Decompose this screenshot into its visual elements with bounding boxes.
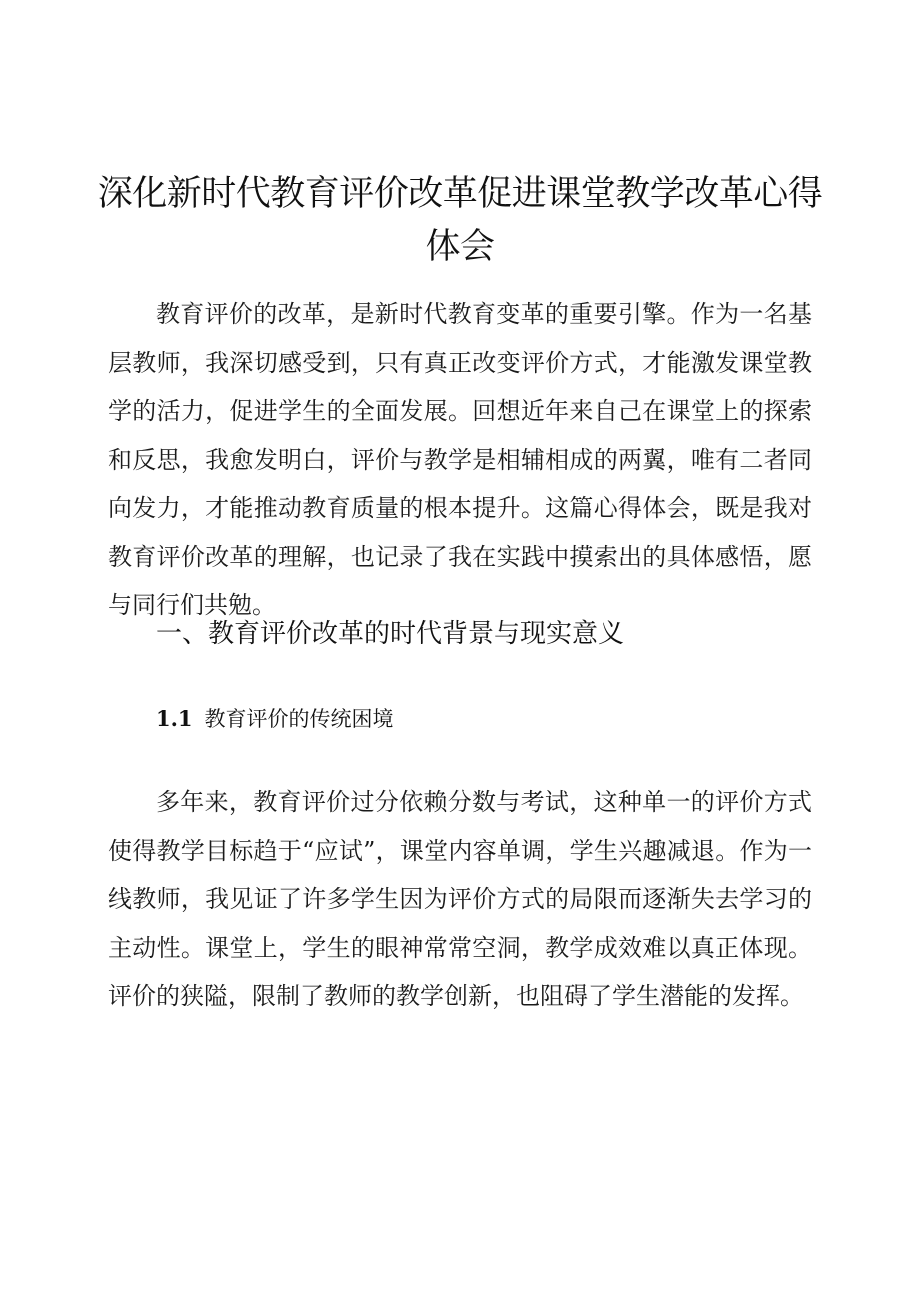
intro-paragraph: 教育评价的改革，是新时代教育变革的重要引擎。作为一名基层教师，我深切感受到，只有真正改变评价方式，才能激发课堂教学的活力，促进学生的全面发展。回想近年来自己在课堂上的探索和反思，我愈发明白，评价与教学是相辅相成的两翼，唯有二者同向发力，才能推动教育质量的根本提升。这篇心得体会，既是我对教育评价改革的理解，也记录了我在实践中摸索出的具体感悟，愿与同行们共勉。 [108, 300, 812, 619]
subsection-number: 1.1 [156, 706, 193, 731]
section-heading: 一、教育评价改革的时代背景与现实意义 [156, 619, 625, 649]
document-title: 深化新时代教育评价改革促进课堂教学改革心得体会 [97, 174, 823, 267]
subsection-title: 教育评价的传统困境 [204, 707, 394, 731]
subsection-heading [156, 702, 394, 736]
body-paragraph: 多年来，教育评价过分依赖分数与考试，这种单一的评价方式使得教学目标趋于“应试”，课堂内容单调，学生兴趣减退。作为一线教师，我见证了许多学生因为评价方式的局限而逐渐失去学习的主动性。课堂上，学生的眼神常常空洞，教学成效难以真正体现。评价的狭隘，限制了教师的教学创新，也阻碍了学生潜能的发挥。 [108, 788, 812, 1010]
